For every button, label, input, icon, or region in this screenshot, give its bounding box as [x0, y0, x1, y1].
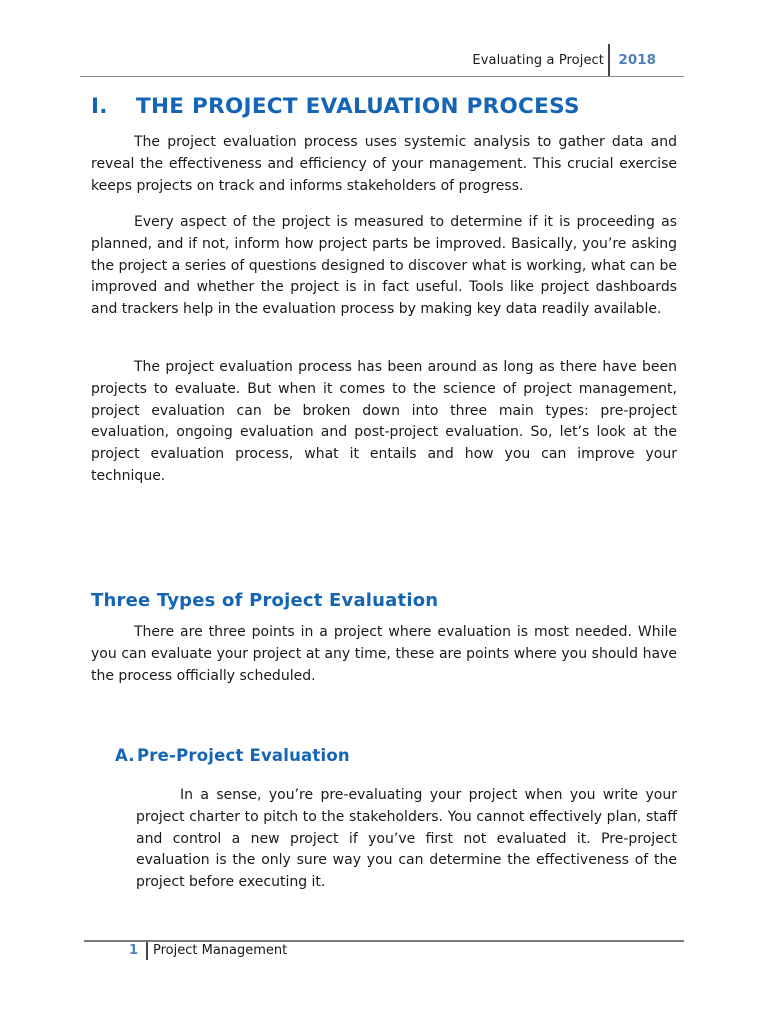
footer-page-number: 1: [129, 943, 139, 958]
subsubsection-heading: [115, 746, 350, 765]
section-heading: [91, 94, 580, 119]
paragraph-2: Every aspect of the project is measured to determine if it is proceeding as planned, and if not, inform how project parts be improved. Basically, you’re asking the project a series of questions designed to discover what is working, what can be improved and whether the project is in fact useful. Tools like project dashboards and trackers help in the evaluation process by making key data readily available.: [91, 214, 677, 318]
page-header: [80, 44, 684, 77]
header-separator: [608, 44, 610, 76]
footer-text: Project Management: [153, 943, 288, 958]
subsubsection-paragraph: In a sense, you’re pre-evaluating your project when you write your project charter to pitch to the stakeholders. You cannot effectively plan, staff and control a new project if you’ve first not evaluated it. Pre-project evaluation is the only sure way you can determine the effectiveness of the project before executing it.: [136, 787, 677, 891]
header-year: 2018: [618, 52, 656, 68]
subsection-title: Three Types of Project Evaluation: [91, 590, 439, 611]
section-number: I.: [91, 94, 108, 119]
subsubsection-title: Pre-Project Evaluation: [137, 746, 350, 765]
paragraph-1: The project evaluation process uses systemic analysis to gather data and reveal the effectiveness and efficiency of your management. This crucial exercise keeps projects on track and informs stakeholders of progress.: [91, 134, 677, 194]
subsection-paragraph: There are three points in a project where evaluation is most needed. While you can evaluate your project at any time, these are points where you should have the process officially scheduled.: [91, 624, 677, 684]
section-title: THE PROJECT EVALUATION PROCESS: [136, 94, 580, 119]
header-title: Evaluating a Project: [472, 53, 604, 68]
footer-rule: [84, 940, 684, 942]
footer-separator: [146, 942, 148, 960]
subsubsection-number: A.: [115, 746, 135, 765]
paragraph-3: The project evaluation process has been around as long as there have been projects to evaluate. But when it comes to the science of project management, project evaluation can be broken down into three main types: pre-project evaluation, ongoing evaluation and post-project evaluation. So, let’s look at the project evaluation process, what it entails and how you can improve your technique.: [91, 359, 677, 484]
